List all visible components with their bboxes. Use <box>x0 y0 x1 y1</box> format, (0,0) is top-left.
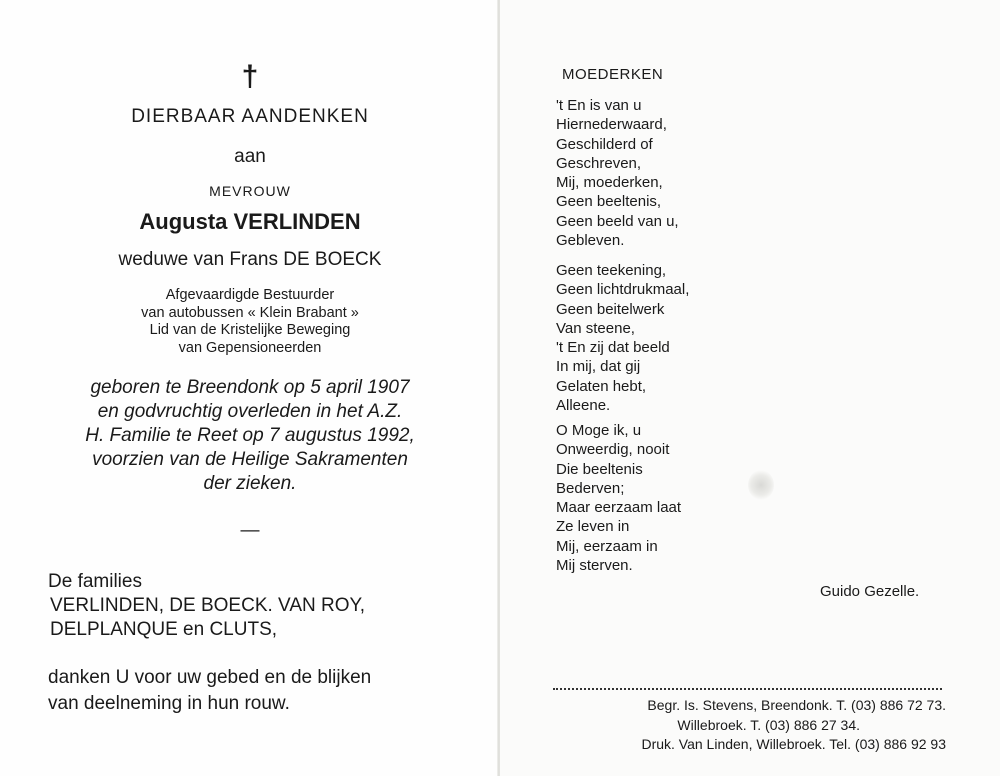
honorific: MEVROUW <box>209 183 291 199</box>
poem-line: Geen beeltenis, <box>556 193 662 211</box>
poem-line: Ze leven in <box>556 518 630 536</box>
poem-line: Geen beeld van u, <box>556 212 679 230</box>
card-heading: DIERBAAR AANDENKEN <box>131 106 369 127</box>
poem-title: MOEDERKEN <box>562 66 664 83</box>
poem-line: Maar eerzaam laat <box>556 499 682 517</box>
poem-line: 't En is van u <box>556 97 642 114</box>
birth-line: voorzien van de Heilige Sakramenten <box>92 449 408 470</box>
credit-line: Druk. Van Linden, Willebroek. Tel. (03) 886 92 93 <box>641 736 946 752</box>
poem-line: O Moge ik, u <box>556 422 642 439</box>
printer-credits <box>553 696 946 755</box>
birth-death-block <box>0 376 500 496</box>
credit-line: Begr. Is. Stevens, Breendonk. T. (03) 886 72 73. <box>647 697 946 713</box>
poem-line: 't En zij dat beeld <box>556 339 670 357</box>
families-line: DELPLANQUE en CLUTS, <box>50 619 278 640</box>
poem-line: Geen beitelwerk <box>556 300 665 318</box>
poem-line: Die beeltenis <box>556 460 643 478</box>
poem-stanza-2 <box>556 261 689 415</box>
thanks-line: danken U voor uw gebed en de blijken <box>48 667 372 688</box>
dotted-divider <box>553 688 942 690</box>
birth-line: H. Familie te Reet op 7 augustus 1992, <box>85 425 415 446</box>
thanks-line: van deelneming in hun rouw. <box>48 693 290 714</box>
poem-line: In mij, dat gij <box>556 358 641 376</box>
role-line: van autobussen « Klein Brabant » <box>141 304 359 321</box>
role-line: Afgevaardigde Bestuurder <box>165 287 335 303</box>
cross-symbol: † <box>241 60 259 93</box>
poem-line: Bederven; <box>556 479 625 497</box>
birth-line: en godvruchtig overleden in het A.Z. <box>97 401 403 422</box>
separator-dash: — <box>240 520 260 541</box>
poem-line: Gelaten hebt, <box>556 377 647 395</box>
families-block <box>48 570 365 642</box>
birth-line: geboren te Breendonk op 5 april 1907 <box>90 377 410 398</box>
poem-line: Geen teekening, <box>556 262 667 279</box>
poem-stanza-3 <box>556 421 681 575</box>
poem-line: Mij sterven. <box>556 557 633 575</box>
poem-line: Geschilderd of <box>556 135 653 153</box>
poem-line: Geen lichtdrukmaal, <box>556 281 690 299</box>
roles-block <box>0 287 500 357</box>
credit-line: Willebroek. T. (03) 886 27 34. <box>677 716 860 733</box>
poem-line: Alleene. <box>556 397 611 415</box>
poem-line: Hiernederwaard, <box>556 116 667 134</box>
poem-line: Van steene, <box>556 319 635 337</box>
thanks-block <box>48 665 371 717</box>
families-line: De families <box>48 571 142 592</box>
poem-line: Gebleven. <box>556 232 625 250</box>
widow-of-line: weduwe van Frans DE BOECK <box>118 249 382 270</box>
poem-line: Onweerdig, nooit <box>556 441 670 459</box>
birth-line: der zieken. <box>203 473 297 494</box>
poem-line: Geschreven, <box>556 154 642 172</box>
dedication-word: aan <box>234 146 266 167</box>
paper-stain <box>748 470 774 500</box>
poem-line: Mij, moederken, <box>556 174 663 192</box>
families-line: VERLINDEN, DE BOECK. VAN ROY, <box>50 595 365 616</box>
deceased-name: Augusta VERLINDEN <box>139 209 361 234</box>
role-line: van Gepensioneerden <box>178 339 322 356</box>
poem-stanza-1 <box>556 96 679 250</box>
poem-line: Mij, eerzaam in <box>556 537 658 555</box>
role-line: Lid van de Kristelijke Beweging <box>149 322 351 338</box>
poem-author: Guido Gezelle. <box>820 583 920 600</box>
